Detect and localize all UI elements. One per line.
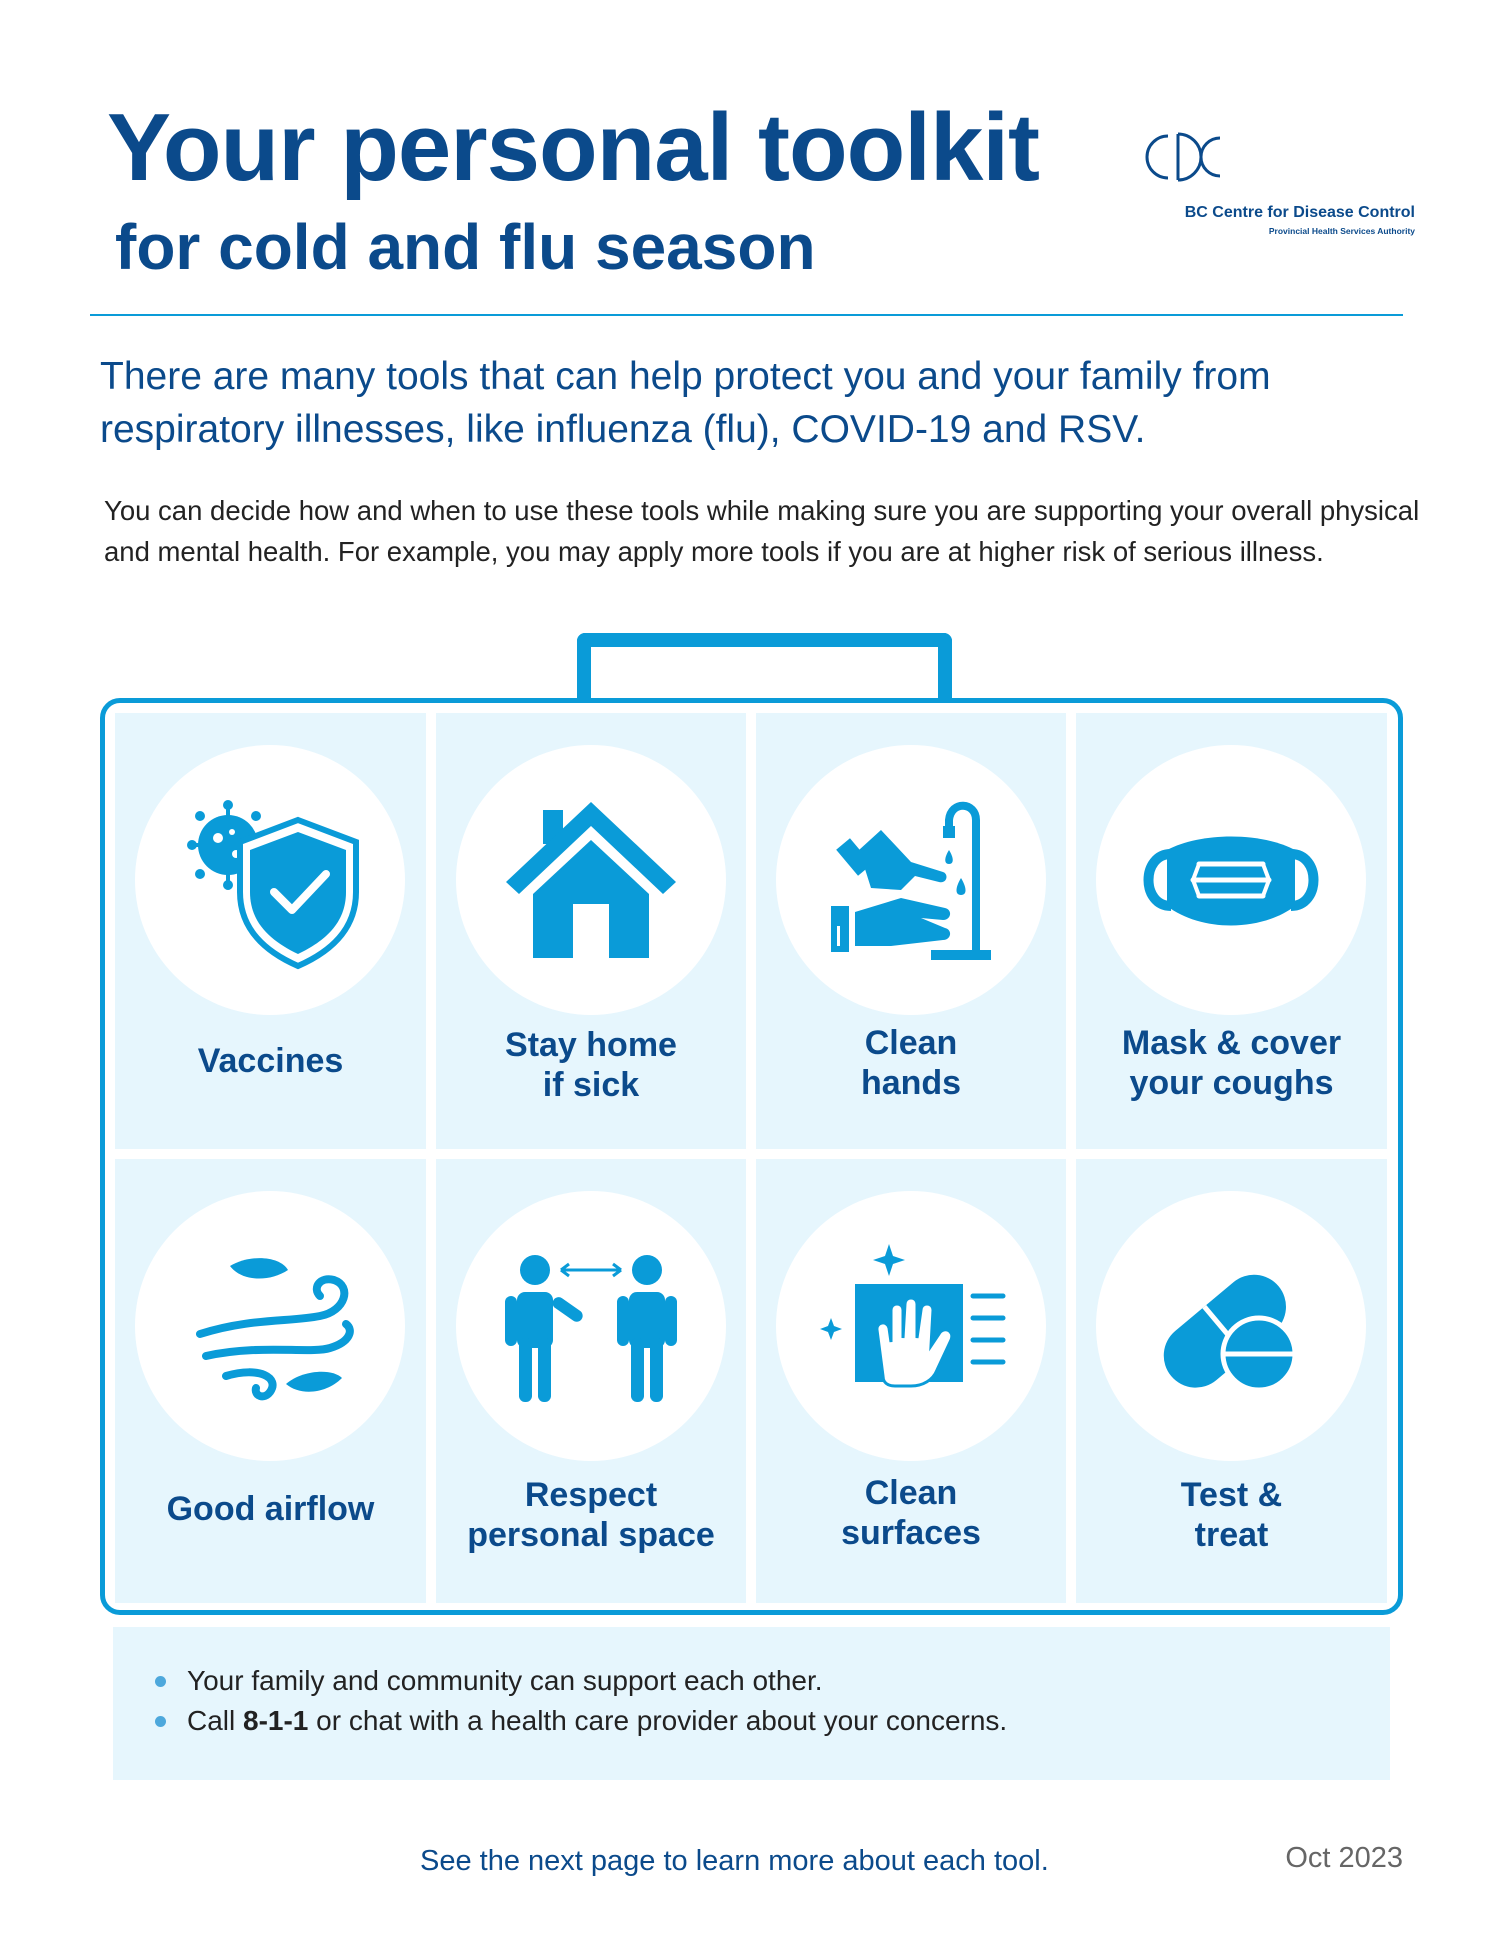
tool-label-airflow: Good airflow <box>166 1490 375 1528</box>
tool-cell-mask <box>1076 713 1387 1149</box>
tool-cell-airflow <box>115 1159 426 1603</box>
footer-notes <box>113 1627 1390 1780</box>
logo-org-subtitle: Provincial Health Services Authority <box>1268 226 1415 236</box>
intro-lead: There are many tools that can help protect you and your family from respiratory illnesses, like influenza (flu), COVID-19 and RSV. <box>100 355 1271 451</box>
call-suffix: or chat with a health care provider about your concerns. <box>308 1705 1008 1736</box>
tool-cell-personal-space <box>436 1159 746 1603</box>
footer-list <box>155 1661 1007 1741</box>
call-prefix: Call <box>187 1705 244 1736</box>
page-title: Your personal toolkit <box>107 94 1039 201</box>
distancing-icon <box>491 1226 691 1426</box>
tool-label-personal-space: Respect personal space <box>467 1476 715 1554</box>
tool-label-clean-hands: Clean hands <box>860 1024 962 1102</box>
toolkit-case <box>100 698 1403 1615</box>
publication-date: Oct 2023 <box>1285 1842 1403 1874</box>
logo-org-name: BC Centre for Disease Control <box>1184 204 1415 221</box>
handwashing-icon <box>811 780 1011 980</box>
tool-cell-stay-home <box>436 713 746 1149</box>
cleaning-icon <box>811 1226 1011 1426</box>
bccdc-logo-mark <box>1140 128 1250 188</box>
vaccine-shield-icon <box>170 780 370 980</box>
tool-label-vaccines: Vaccines <box>197 1042 344 1080</box>
tool-label-clean-surfaces: Clean surfaces <box>841 1474 981 1552</box>
footer-item-call <box>155 1701 1007 1741</box>
tool-cell-clean-hands <box>756 713 1066 1149</box>
tool-cell-vaccines <box>115 713 426 1149</box>
tool-label-mask: Mask & cover your coughs <box>1121 1024 1342 1102</box>
intro-body: You can decide how and when to use these tools while making sure you are supporting your overall physical and mental health. For example, you may apply more tools if you are at higher risk of serious illness. <box>104 495 1420 567</box>
page-subtitle: for cold and flu season <box>115 211 816 283</box>
footer-item-support: Your family and community can support each other. <box>155 1661 1007 1701</box>
phone-number-811: 8-1-1 <box>243 1705 309 1736</box>
pill-icon <box>1131 1226 1331 1426</box>
tool-label-stay-home: Stay home if sick <box>505 1026 677 1104</box>
house-icon <box>491 780 691 980</box>
bccdc-logo <box>1140 128 1415 243</box>
tool-cell-clean-surfaces <box>756 1159 1066 1603</box>
tool-cell-test-treat <box>1076 1159 1387 1603</box>
wind-icon <box>170 1226 370 1426</box>
face-mask-icon <box>1131 780 1331 980</box>
tool-label-test-treat: Test & treat <box>1180 1476 1283 1554</box>
header-divider <box>90 314 1403 316</box>
next-page-note: See the next page to learn more about each tool. <box>420 1845 1049 1877</box>
